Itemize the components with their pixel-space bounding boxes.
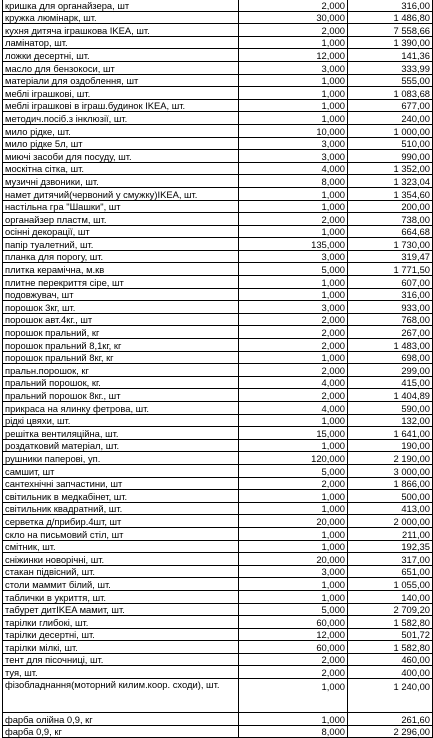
item-name-cell: матеріали для оздоблення, шт [3,74,239,87]
item-name-cell: порошок пральний 8кг, кг [3,351,239,364]
table-row [3,527,433,540]
amount-cell: 261,60 [348,713,433,726]
amount-cell: 132,00 [348,414,433,427]
table-row [3,414,433,427]
item-name-cell: порошок 3кг, шт. [3,301,239,314]
item-name-cell: кришка для органайзера, шт [3,0,239,11]
table-row [3,187,433,200]
quantity-cell: 10,000 [239,124,348,137]
table-row [3,99,433,112]
amount-cell: 2 190,00 [348,452,433,465]
quantity-cell: 2,000 [239,389,348,402]
item-name-cell: тарілки мілкі, шт. [3,641,239,654]
amount-cell: 319,47 [348,250,433,263]
item-name-cell: методич.посіб.з інклюзії, шт. [3,112,239,125]
table-row [3,464,433,477]
item-name-cell: порошок авт.4кг., шт [3,313,239,326]
quantity-cell: 1,000 [239,187,348,200]
table-row [3,439,433,452]
amount-cell: 1 055,00 [348,578,433,591]
quantity-cell: 2,000 [239,326,348,339]
item-name-cell: сніжинки новорічні, шт. [3,553,239,566]
quantity-cell: 1,000 [239,225,348,238]
table-row [3,540,433,553]
quantity-cell: 1,000 [239,713,348,726]
amount-cell: 1 641,00 [348,427,433,440]
quantity-cell: 20,000 [239,553,348,566]
item-name-cell: порошок пральний, кг [3,326,239,339]
quantity-cell: 2,000 [239,653,348,666]
item-name-cell: тарілки десертні, шт. [3,628,239,641]
item-name-cell: стакан підвісний, шт. [3,565,239,578]
table-row [3,326,433,339]
amount-cell: 413,00 [348,502,433,515]
amount-cell: 990,00 [348,150,433,163]
quantity-cell: 5,000 [239,464,348,477]
quantity-cell: 1,000 [239,87,348,100]
table-row [3,0,433,11]
quantity-cell: 60,000 [239,641,348,654]
item-name-cell: роздатковий матеріал, шт. [3,439,239,452]
quantity-cell: 1,000 [239,502,348,515]
quantity-cell: 1,000 [239,112,348,125]
item-name-cell: кружка люмінарк, шт. [3,11,239,24]
quantity-cell: 3,000 [239,250,348,263]
item-name-cell: решітка вентиляційна, шт. [3,427,239,440]
item-name-cell: пральний порошок, кг. [3,376,239,389]
items-table [2,0,433,738]
table-row [3,87,433,100]
quantity-cell: 1,000 [239,99,348,112]
quantity-cell: 20,000 [239,515,348,528]
amount-cell: 1 083,68 [348,87,433,100]
table-row [3,553,433,566]
table-row [3,515,433,528]
quantity-cell: 12,000 [239,628,348,641]
table-row [3,666,433,679]
item-name-cell: столи маммит білий, шт. [3,578,239,591]
amount-cell: 3 000,00 [348,464,433,477]
amount-cell: 7 558,66 [348,24,433,37]
table-row [3,200,433,213]
amount-cell: 240,00 [348,112,433,125]
amount-cell: 211,00 [348,527,433,540]
table-row [3,402,433,415]
amount-cell: 1 354,60 [348,187,433,200]
table-row [3,263,433,276]
amount-cell: 651,00 [348,565,433,578]
table-row [3,603,433,616]
table-row [3,276,433,289]
quantity-cell: 2,000 [239,364,348,377]
table-row [3,565,433,578]
table-row [3,641,433,654]
quantity-cell: 5,000 [239,263,348,276]
amount-cell: 607,00 [348,276,433,289]
quantity-cell: 2,000 [239,213,348,226]
item-name-cell: пральн.порошок, кг [3,364,239,377]
amount-cell: 190,00 [348,439,433,452]
amount-cell: 460,00 [348,653,433,666]
quantity-cell: 3,000 [239,150,348,163]
table-row [3,578,433,591]
quantity-cell: 60,000 [239,616,348,629]
amount-cell: 1 352,00 [348,162,433,175]
quantity-cell: 1,000 [239,679,348,713]
table-row [3,313,433,326]
quantity-cell: 1,000 [239,540,348,553]
item-name-cell: москітна сітка, шт. [3,162,239,175]
amount-cell: 140,00 [348,590,433,603]
item-name-cell: фарба олійна 0,9, кг [3,713,239,726]
amount-cell: 738,00 [348,213,433,226]
item-name-cell: прикраса на ялинку фетрова, шт. [3,402,239,415]
table-row [3,137,433,150]
table-row [3,213,433,226]
amount-cell: 1 730,00 [348,238,433,251]
quantity-cell: 2,000 [239,24,348,37]
item-name-cell: серветка д/прибир.4шт, шт [3,515,239,528]
item-name-cell: папір туалетний, шт. [3,238,239,251]
item-name-cell: настільна гра "Шашки", шт [3,200,239,213]
table-row [3,238,433,251]
amount-cell: 664,68 [348,225,433,238]
quantity-cell: 12,000 [239,49,348,62]
quantity-cell: 8,000 [239,175,348,188]
amount-cell: 317,00 [348,553,433,566]
table-row [3,477,433,490]
table-row [3,616,433,629]
table-row [3,225,433,238]
item-name-cell: рідкі цвяхи, шт. [3,414,239,427]
item-name-cell: фізобладнання(моторний килим.коор. сходи), шт. [3,679,239,713]
item-name-cell: тент для пісочниці, шт. [3,653,239,666]
amount-cell: 1 390,00 [348,36,433,49]
amount-cell: 1 404,89 [348,389,433,402]
item-name-cell: намет дитячий(червоний у смужку)IKEA, шт. [3,187,239,200]
item-name-cell: пральний порошок 8кг., шт [3,389,239,402]
item-name-cell: музичні дзвоники, шт. [3,175,239,188]
amount-cell: 141,36 [348,49,433,62]
item-name-cell: табурет дитIKEA мамит, шт. [3,603,239,616]
amount-cell: 267,00 [348,326,433,339]
item-name-cell: мило рідке, шт. [3,124,239,137]
table-row [3,24,433,37]
table-row [3,11,433,24]
item-name-cell: самшит, шт [3,464,239,477]
table-row [3,376,433,389]
table-row [3,124,433,137]
item-name-cell: тарілки глибокі, шт. [3,616,239,629]
table-row [3,351,433,364]
table-row [3,679,433,713]
quantity-cell: 4,000 [239,376,348,389]
amount-cell: 500,00 [348,490,433,503]
table-row [3,502,433,515]
quantity-cell: 2,000 [239,477,348,490]
amount-cell: 933,00 [348,301,433,314]
quantity-cell: 1,000 [239,288,348,301]
quantity-cell: 3,000 [239,301,348,314]
table-row [3,162,433,175]
table-row [3,653,433,666]
table-row [3,74,433,87]
item-name-cell: мило рідке 5л, шт [3,137,239,150]
quantity-cell: 1,000 [239,36,348,49]
item-name-cell: сантехнічні запчастини, шт [3,477,239,490]
amount-cell: 400,00 [348,666,433,679]
item-name-cell: рушники паперові, уп. [3,452,239,465]
table-row [3,61,433,74]
amount-cell: 333,99 [348,61,433,74]
quantity-cell: 1,000 [239,578,348,591]
amount-cell: 316,00 [348,0,433,11]
item-name-cell: ложки десертні, шт. [3,49,239,62]
item-name-cell: фарба 0,9, кг [3,725,239,738]
items-table-body [3,0,433,738]
item-name-cell: ламінатор, шт. [3,36,239,49]
item-name-cell: осінні декорації, шт [3,225,239,238]
item-name-cell: світильник квадратний, шт. [3,502,239,515]
item-name-cell: таблички в укриття, шт. [3,590,239,603]
quantity-cell: 5,000 [239,603,348,616]
amount-cell: 1 582,80 [348,641,433,654]
item-name-cell: кухня дитяча іграшкова IKEA, шт. [3,24,239,37]
amount-cell: 1 483,00 [348,339,433,352]
quantity-cell: 2,000 [239,0,348,11]
item-name-cell: плитка керамічна, м.кв [3,263,239,276]
quantity-cell: 2,000 [239,313,348,326]
amount-cell: 200,00 [348,200,433,213]
item-name-cell: подовжувач, шт [3,288,239,301]
quantity-cell: 120,000 [239,452,348,465]
table-row [3,250,433,263]
table-row [3,175,433,188]
table-row [3,112,433,125]
quantity-cell: 4,000 [239,402,348,415]
table-row [3,339,433,352]
quantity-cell: 2,000 [239,666,348,679]
item-name-cell: меблі іграшкові, шт. [3,87,239,100]
quantity-cell: 1,000 [239,74,348,87]
amount-cell: 1 000,00 [348,124,433,137]
amount-cell: 768,00 [348,313,433,326]
amount-cell: 677,00 [348,99,433,112]
amount-cell: 2 709,20 [348,603,433,616]
amount-cell: 1 582,80 [348,616,433,629]
amount-cell: 299,00 [348,364,433,377]
amount-cell: 698,00 [348,351,433,364]
table-row [3,301,433,314]
amount-cell: 1 323,04 [348,175,433,188]
quantity-cell: 3,000 [239,137,348,150]
quantity-cell: 1,000 [239,527,348,540]
quantity-cell: 1,000 [239,590,348,603]
item-name-cell: туя, шт. [3,666,239,679]
table-row [3,36,433,49]
amount-cell: 1 240,00 [348,679,433,713]
table-row [3,725,433,738]
item-name-cell: скло на письмовий стіл, шт [3,527,239,540]
item-name-cell: світильник в медкабінет, шт. [3,490,239,503]
item-name-cell: органайзер пластм, шт. [3,213,239,226]
amount-cell: 501,72 [348,628,433,641]
quantity-cell: 30,000 [239,11,348,24]
amount-cell: 590,00 [348,402,433,415]
quantity-cell: 1,000 [239,414,348,427]
quantity-cell: 2,000 [239,339,348,352]
quantity-cell: 4,000 [239,162,348,175]
amount-cell: 1 771,50 [348,263,433,276]
amount-cell: 1 486,80 [348,11,433,24]
table-row [3,364,433,377]
quantity-cell: 15,000 [239,427,348,440]
item-name-cell: плитне перекриття сіре, шт [3,276,239,289]
amount-cell: 1 866,00 [348,477,433,490]
amount-cell: 555,00 [348,74,433,87]
item-name-cell: миючі засоби для посуду, шт. [3,150,239,163]
table-row [3,628,433,641]
table-row [3,49,433,62]
amount-cell: 2 000,00 [348,515,433,528]
amount-cell: 415,00 [348,376,433,389]
table-row [3,590,433,603]
item-name-cell: смітник, шт. [3,540,239,553]
table-row [3,452,433,465]
amount-cell: 192,35 [348,540,433,553]
quantity-cell: 1,000 [239,490,348,503]
quantity-cell: 3,000 [239,61,348,74]
quantity-cell: 1,000 [239,351,348,364]
amount-cell: 316,00 [348,288,433,301]
table-row [3,150,433,163]
quantity-cell: 1,000 [239,200,348,213]
quantity-cell: 1,000 [239,439,348,452]
item-name-cell: планка для порогу, шт. [3,250,239,263]
table-row [3,288,433,301]
amount-cell: 510,00 [348,137,433,150]
table-row [3,427,433,440]
quantity-cell: 3,000 [239,565,348,578]
amount-cell: 2 296,00 [348,725,433,738]
item-name-cell: масло для бензокоси, шт [3,61,239,74]
table-row [3,389,433,402]
table-row [3,490,433,503]
table-row [3,713,433,726]
item-name-cell: меблі іграшкові в іграш.будинок IKEA, шт. [3,99,239,112]
quantity-cell: 1,000 [239,276,348,289]
quantity-cell: 8,000 [239,725,348,738]
quantity-cell: 135,000 [239,238,348,251]
item-name-cell: порошок пральний 8,1кг, кг [3,339,239,352]
